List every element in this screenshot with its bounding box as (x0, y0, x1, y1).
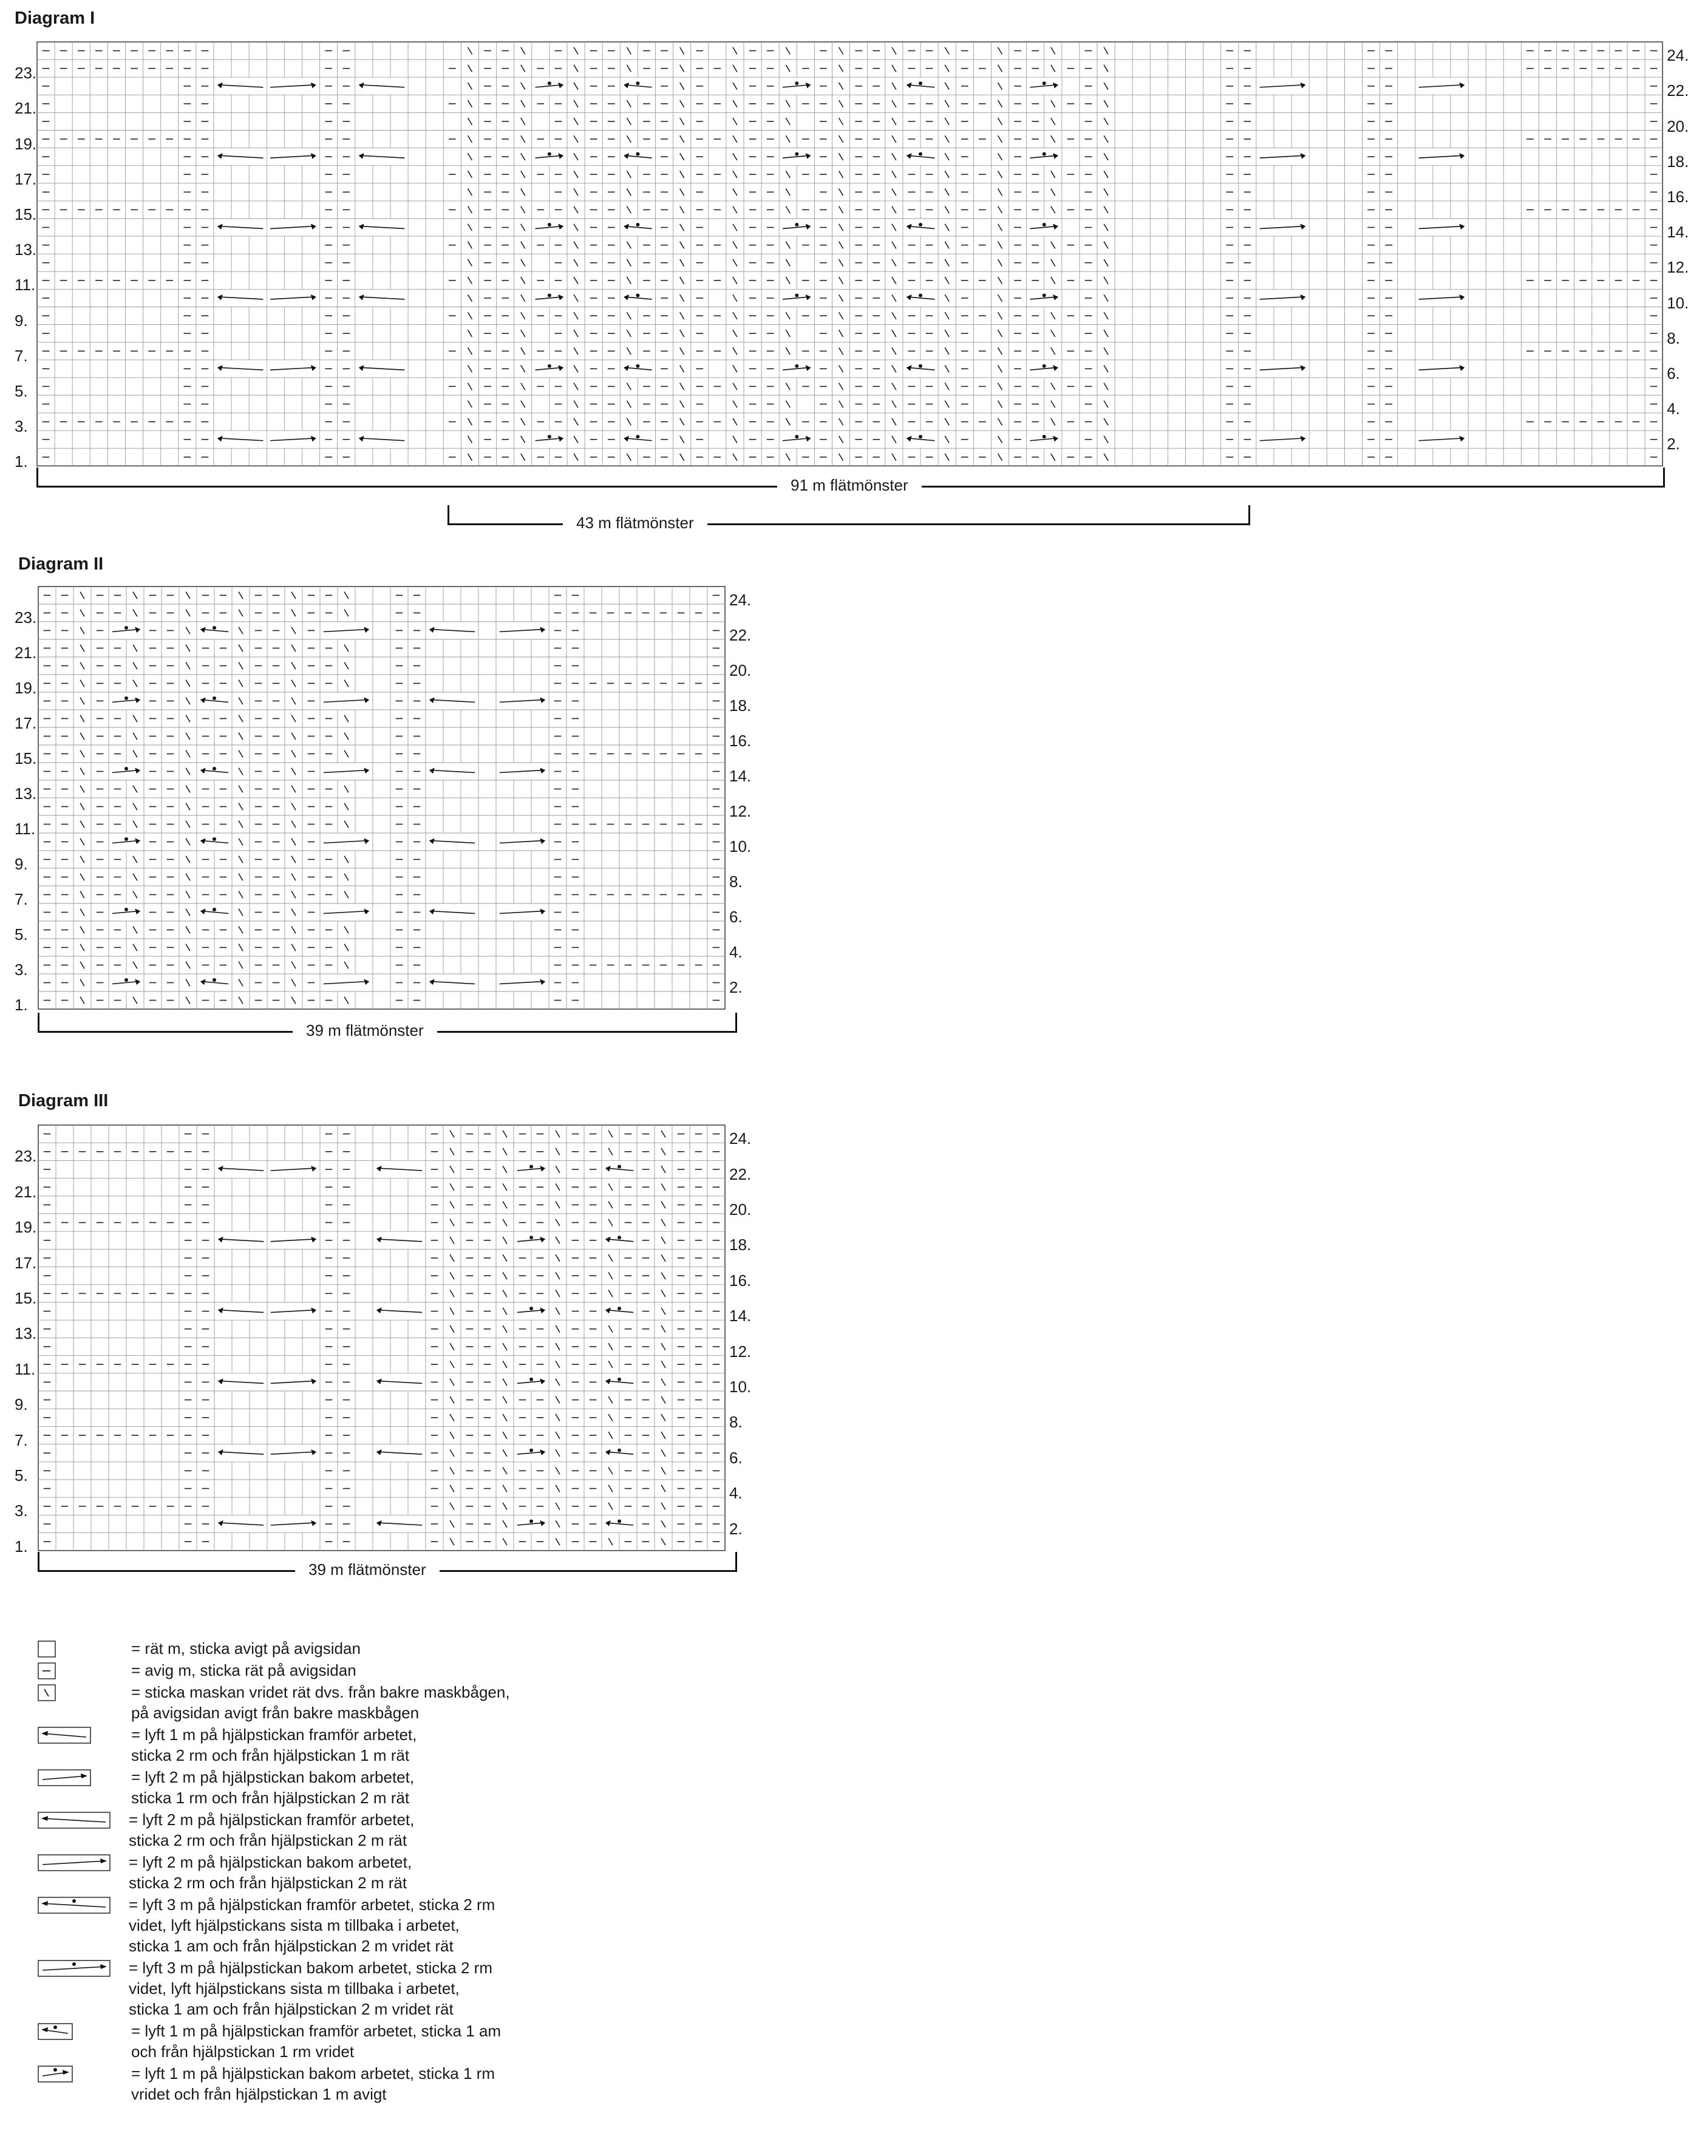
diagram-2-chart (38, 586, 728, 1012)
cable-dot (124, 626, 128, 630)
diagram-1-bracket-outer (36, 468, 1664, 504)
row-number: 16. (729, 732, 752, 750)
cable-dot (548, 364, 551, 368)
legend-text: sticka 1 am och från hjälpstickan 2 m vridet rät (129, 1937, 454, 1955)
row-number: 2. (729, 1519, 743, 1538)
cable-dot (636, 293, 639, 297)
cable-dot (636, 152, 639, 156)
row-number: 10. (729, 837, 752, 856)
cable-dot (529, 1236, 533, 1239)
diagram-3-chart (38, 1124, 728, 1554)
row-number: 15. (15, 1289, 37, 1308)
cable-dot (636, 81, 639, 85)
row-number: 8. (1667, 328, 1680, 347)
cable-dot (213, 978, 216, 982)
row-number: 13. (15, 784, 37, 803)
legend-text: = lyft 2 m på hjälpstickan bakom arbetet, (129, 1853, 412, 1871)
cable-dot (548, 293, 551, 297)
row-number: 24. (729, 591, 752, 610)
cable-3-front-icon (38, 1897, 112, 1916)
row-number: 12. (1667, 258, 1689, 277)
purl-icon (38, 1662, 57, 1682)
row-number: 7. (15, 890, 28, 909)
legend-dot (53, 2025, 57, 2029)
legend-text: vridet och från hjälpstickan 1 m avigt (131, 2085, 387, 2103)
row-number: 4. (729, 943, 743, 962)
row-number: 22. (729, 626, 752, 645)
row-number: 17. (15, 714, 37, 733)
row-number: 3. (15, 417, 28, 436)
cable-dot (636, 364, 639, 368)
row-number: 17. (15, 1253, 37, 1272)
legend-text: = lyft 1 m på hjälpstickan framför arbetet, (131, 1726, 417, 1744)
row-number: 12. (729, 802, 752, 821)
row-number: 5. (15, 382, 28, 401)
diagram-1-bracket-inner-label: 43 m flätmönster (563, 514, 707, 532)
row-number: 1. (15, 452, 28, 471)
row-number: 24. (729, 1129, 752, 1148)
row-number: 9. (15, 311, 28, 330)
cable-dot (919, 364, 922, 368)
row-number: 20. (1667, 117, 1689, 135)
legend-text: sticka 2 rm och från hjälpstickan 2 m rät (129, 1831, 407, 1849)
cable-dot (919, 152, 922, 156)
diagram-1-chart (36, 41, 1665, 469)
row-number: 12. (729, 1342, 752, 1361)
row-number: 11. (15, 276, 36, 294)
cable-dot (124, 908, 128, 911)
row-number: 22. (729, 1165, 752, 1183)
cable-dot (795, 435, 798, 438)
legend-text: = sticka maskan vridet rät dvs. från bakre maskbågen, (131, 1683, 510, 1701)
legend-text: = avig m, sticka rät på avigsidan (131, 1661, 356, 1679)
row-number: 19. (15, 1218, 37, 1237)
cross-1-front-icon (38, 2023, 74, 2042)
legend-dot (72, 1899, 76, 1903)
twisted-knit-icon (38, 1684, 57, 1704)
row-number: 3. (15, 1501, 28, 1520)
legend-text: = lyft 1 m på hjälpstickan bakom arbetet, sticka 1 rm (131, 2064, 495, 2083)
legend-dot (72, 1962, 76, 1966)
cable-dot (636, 223, 639, 226)
legend-text: = lyft 2 m på hjälpstickan framför arbetet, (129, 1811, 415, 1829)
row-number: 17. (15, 169, 37, 188)
row-number: 15. (15, 749, 37, 768)
cable-dot (213, 696, 216, 700)
row-number: 13. (15, 240, 37, 259)
legend-text: = rät m, sticka avigt på avigsidan (131, 1639, 361, 1658)
legend-text: och från hjälpstickan 1 rm vridet (131, 2042, 355, 2061)
cable-dot (124, 978, 128, 982)
diagram-2-title: Diagram II (18, 554, 104, 574)
cable-2-back-icon (38, 1769, 92, 1789)
row-number: 20. (729, 1200, 752, 1219)
legend-text: sticka 2 rm och från hjälpstickan 2 m rät (129, 1874, 407, 1892)
row-number: 1. (15, 996, 28, 1015)
legend-text: = lyft 3 m på hjälpstickan framför arbetet, sticka 2 rm (129, 1896, 495, 1914)
legend-text: videt, lyft hjälpstickans sista m tillbaka i arbetet, (129, 1916, 460, 1934)
cable-dot (124, 767, 128, 770)
diagram-3-title: Diagram III (18, 1091, 109, 1110)
row-number: 7. (15, 1430, 28, 1449)
row-number: 3. (15, 961, 28, 979)
cable-dot (213, 908, 216, 911)
cable-dot (795, 364, 798, 368)
cable-dot (1043, 293, 1046, 297)
cable-dot (529, 1165, 533, 1169)
row-number: 11. (15, 820, 36, 838)
row-number: 23. (15, 1147, 37, 1166)
cable-dot (618, 1307, 621, 1310)
cable-dot (919, 435, 922, 438)
row-number: 24. (1667, 46, 1689, 65)
knit-icon (38, 1641, 57, 1660)
cable-dot (213, 626, 216, 630)
diagram-3-bracket-label: 39 m flätmönster (295, 1560, 440, 1579)
legend-text: = lyft 3 m på hjälpstickan bakom arbetet, sticka 2 rm (129, 1959, 492, 1977)
row-number: 14. (1667, 223, 1689, 242)
row-number: 11. (15, 1359, 36, 1378)
legend-text: sticka 2 rm och från hjälpstickan 1 m rät (131, 1746, 410, 1764)
row-number: 21. (15, 1182, 37, 1201)
legend-text: = lyft 2 m på hjälpstickan bakom arbetet, (131, 1768, 415, 1786)
row-number: 9. (15, 855, 28, 874)
diagram-1-title: Diagram I (15, 9, 95, 28)
row-number: 7. (15, 346, 28, 365)
cable-2-2-back-icon (38, 1854, 112, 1874)
row-number: 14. (729, 767, 752, 786)
cable-dot (529, 1378, 533, 1381)
cable-dot (213, 837, 216, 841)
row-number: 10. (729, 1378, 752, 1396)
cable-2-2-front-icon (38, 1812, 112, 1831)
row-number: 8. (729, 1413, 743, 1432)
row-number: 6. (1667, 364, 1680, 383)
row-number: 14. (729, 1307, 752, 1325)
cable-dot (795, 152, 798, 156)
row-number: 5. (15, 925, 28, 944)
cable-3-back-icon (38, 1960, 112, 1979)
cable-dot (618, 1449, 621, 1452)
row-number: 15. (15, 205, 37, 224)
row-number: 6. (729, 908, 743, 927)
row-number: 18. (1667, 152, 1689, 171)
row-number: 23. (15, 64, 37, 83)
cable-1-front-icon (38, 1727, 92, 1746)
diagram-1-bracket-inner (447, 505, 1250, 532)
cable-dot (919, 81, 922, 85)
cable-dot (919, 223, 922, 226)
cable-dot (1043, 81, 1046, 85)
row-number: 13. (15, 1324, 37, 1343)
cable-dot (618, 1520, 621, 1523)
row-number: 23. (15, 608, 37, 627)
cable-dot (618, 1236, 621, 1239)
cable-dot (795, 293, 798, 297)
cable-dot (636, 435, 639, 438)
row-number: 10. (1667, 293, 1689, 312)
legend-text: på avigsidan avigt från bakre maskbågen (131, 1704, 420, 1722)
cable-dot (548, 223, 551, 226)
cable-dot (548, 152, 551, 156)
cross-1-back-icon (38, 2066, 74, 2085)
row-number: 16. (1667, 187, 1689, 206)
row-number: 18. (729, 696, 752, 715)
cable-dot (529, 1307, 533, 1310)
diagram-2-bracket-label: 39 m flätmönster (293, 1021, 437, 1040)
cable-dot (795, 223, 798, 226)
legend-text: sticka 1 rm och från hjälpstickan 2 m rät (131, 1789, 410, 1807)
cable-dot (1043, 223, 1046, 226)
cable-dot (529, 1449, 533, 1452)
row-number: 5. (15, 1466, 28, 1485)
cable-dot (548, 435, 551, 438)
cable-dot (548, 81, 551, 85)
row-number: 19. (15, 679, 37, 698)
diagram-3-bracket (38, 1552, 736, 1582)
row-number: 21. (15, 99, 37, 118)
row-number: 9. (15, 1395, 28, 1414)
cable-dot (124, 837, 128, 841)
cable-dot (213, 767, 216, 770)
legend-text: = lyft 1 m på hjälpstickan framför arbetet, sticka 1 am (131, 2022, 502, 2040)
cable-dot (1043, 364, 1046, 368)
cable-dot (795, 81, 798, 85)
row-number: 6. (729, 1448, 743, 1467)
cable-dot (1043, 435, 1046, 438)
cable-dot (124, 696, 128, 700)
row-number: 16. (729, 1271, 752, 1290)
cable-dot (618, 1378, 621, 1381)
diagram-1-bracket-outer-label: 91 m flätmönster (777, 476, 922, 495)
cable-dot (919, 293, 922, 297)
row-number: 20. (729, 661, 752, 680)
cable-dot (1043, 152, 1046, 156)
row-number: 4. (729, 1484, 743, 1503)
legend-text: sticka 1 am och från hjälpstickan 2 m vridet rät (129, 2000, 454, 2018)
legend-text: videt, lyft hjälpstickans sista m tillbaka i arbetet, (129, 1979, 460, 1998)
row-number: 1. (15, 1537, 28, 1556)
row-number: 4. (1667, 400, 1680, 418)
legend-dot (53, 2068, 57, 2072)
diagram-2-bracket (38, 1013, 736, 1043)
row-number: 19. (15, 134, 37, 153)
row-number: 18. (729, 1236, 752, 1254)
cable-dot (618, 1165, 621, 1169)
row-number: 2. (729, 978, 743, 997)
cable-dot (529, 1520, 533, 1523)
row-number: 21. (15, 644, 37, 662)
row-number: 2. (1667, 435, 1680, 454)
row-number: 22. (1667, 81, 1689, 100)
row-number: 8. (729, 872, 743, 891)
legend-symbol-box (38, 1641, 55, 1657)
